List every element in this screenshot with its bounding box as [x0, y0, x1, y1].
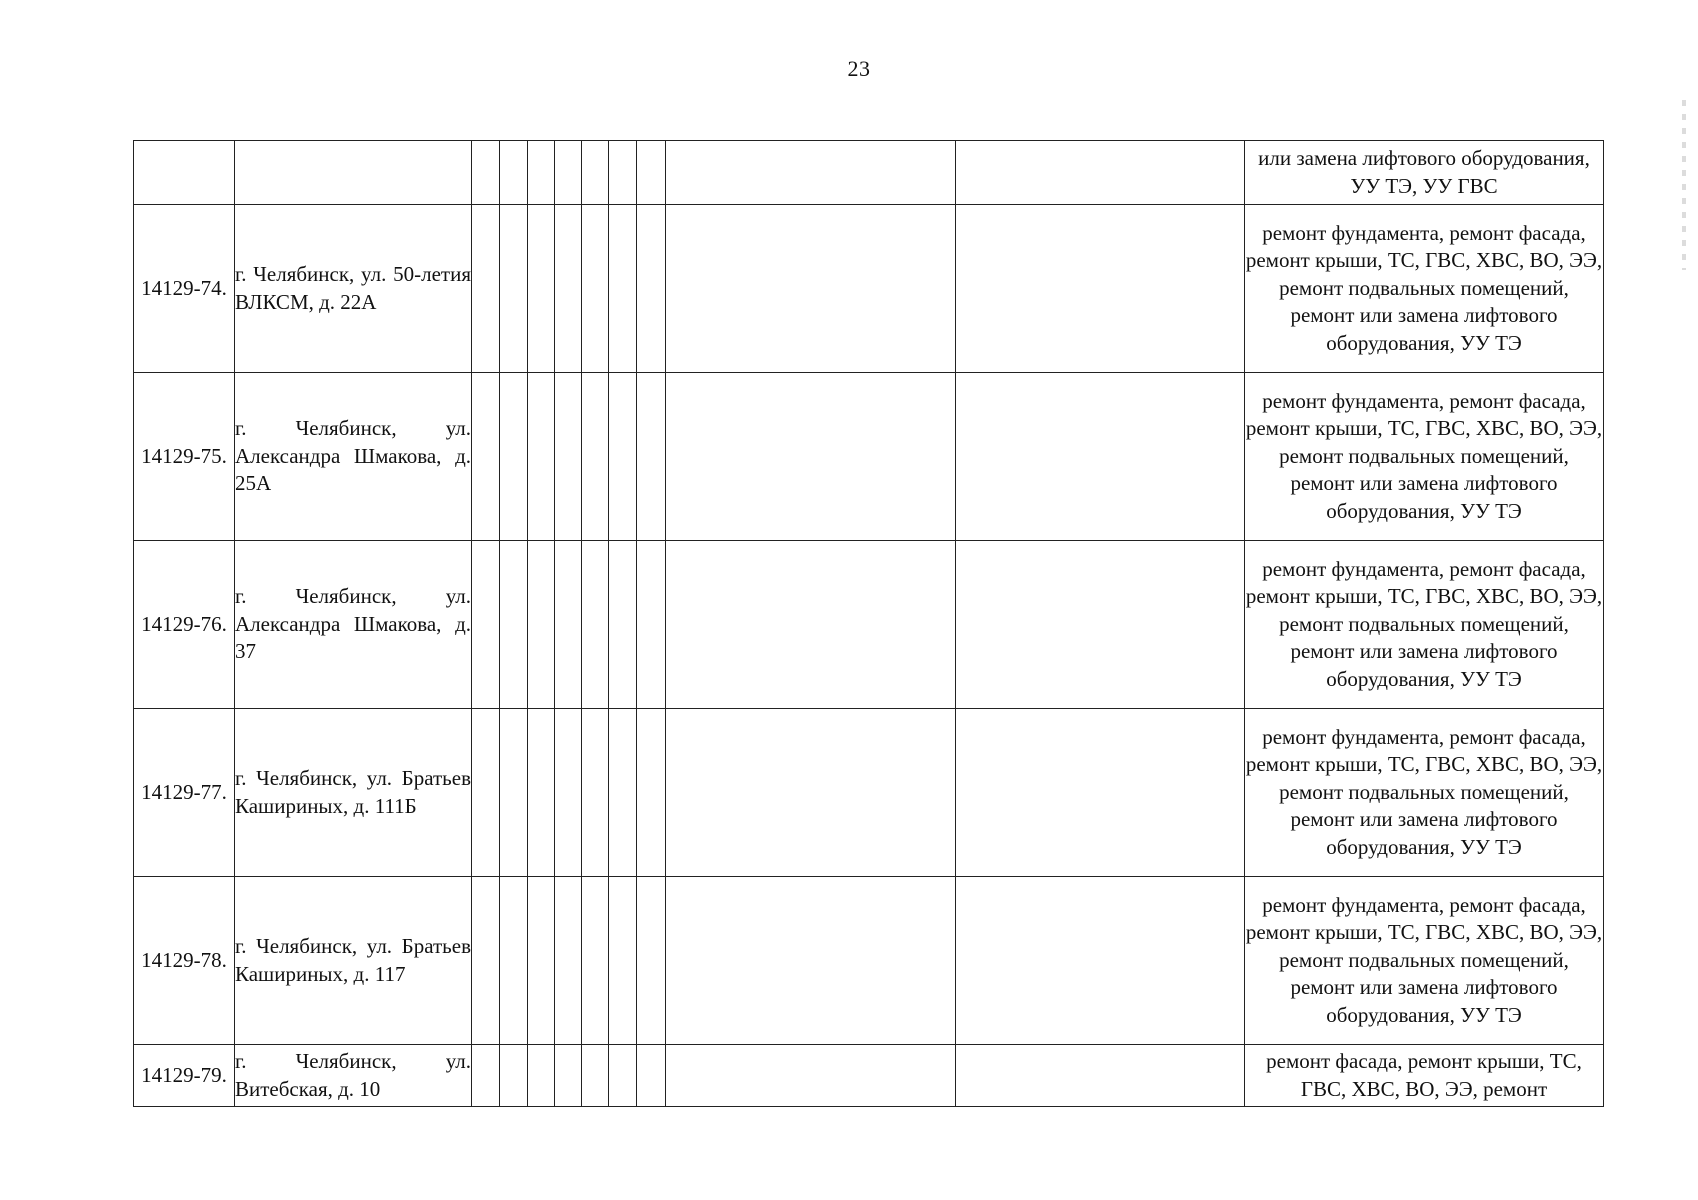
empty-cell: [609, 373, 637, 541]
row-address: г. Челябинск, ул. Александра Шмакова, д. 25А: [235, 373, 472, 541]
empty-cell: [555, 373, 582, 541]
housing-repair-table: [133, 140, 1604, 1107]
empty-cell: [500, 1045, 528, 1107]
empty-cell: [528, 1045, 555, 1107]
empty-cell: [609, 1045, 637, 1107]
empty-cell: [528, 541, 555, 709]
empty-cell: [637, 141, 666, 205]
empty-cell: [500, 205, 528, 373]
empty-cell: [555, 1045, 582, 1107]
empty-cell: [472, 373, 500, 541]
empty-cell: [555, 205, 582, 373]
empty-cell: [472, 205, 500, 373]
row-number: 14129-76.: [134, 541, 235, 709]
empty-cell: [637, 877, 666, 1045]
empty-cell: [582, 1045, 609, 1107]
row-works: ремонт фундамента, ремонт фасада, ремонт крыши, ТС, ГВС, ХВС, ВО, ЭЭ, ремонт подвальных помещений, ремонт или замена лифтового оборудования, УУ ТЭ: [1245, 709, 1604, 877]
empty-cell: [472, 141, 500, 205]
row-works: ремонт фундамента, ремонт фасада, ремонт крыши, ТС, ГВС, ХВС, ВО, ЭЭ, ремонт подвальных помещений, ремонт или замена лифтового оборудования, УУ ТЭ: [1245, 877, 1604, 1045]
empty-cell: [637, 709, 666, 877]
row-number: 14129-79.: [134, 1045, 235, 1107]
empty-cell: [666, 205, 956, 373]
empty-cell: [500, 709, 528, 877]
table-row: [134, 541, 1604, 709]
row-number: [134, 141, 235, 205]
empty-cell: [956, 205, 1245, 373]
empty-cell: [666, 141, 956, 205]
row-address: [235, 141, 472, 205]
empty-cell: [956, 373, 1245, 541]
empty-cell: [637, 541, 666, 709]
empty-cell: [500, 541, 528, 709]
empty-cell: [637, 373, 666, 541]
table-row: [134, 141, 1604, 205]
empty-cell: [500, 373, 528, 541]
empty-cell: [582, 205, 609, 373]
row-works: ремонт фундамента, ремонт фасада, ремонт крыши, ТС, ГВС, ХВС, ВО, ЭЭ, ремонт подвальных помещений, ремонт или замена лифтового оборудования, УУ ТЭ: [1245, 541, 1604, 709]
row-address: г. Челябинск, ул. Братьев Кашириных, д. 117: [235, 877, 472, 1045]
row-address: г. Челябинск, ул. Витебская, д. 10: [235, 1045, 472, 1107]
empty-cell: [528, 373, 555, 541]
empty-cell: [555, 541, 582, 709]
empty-cell: [609, 205, 637, 373]
empty-cell: [609, 541, 637, 709]
row-works: ремонт фундамента, ремонт фасада, ремонт крыши, ТС, ГВС, ХВС, ВО, ЭЭ, ремонт подвальных помещений, ремонт или замена лифтового оборудования, УУ ТЭ: [1245, 373, 1604, 541]
table-row: [134, 709, 1604, 877]
empty-cell: [956, 1045, 1245, 1107]
empty-cell: [528, 141, 555, 205]
table-row: [134, 877, 1604, 1045]
empty-cell: [956, 877, 1245, 1045]
empty-cell: [472, 541, 500, 709]
empty-cell: [582, 373, 609, 541]
row-works: ремонт фасада, ремонт крыши, ТС, ГВС, ХВС, ВО, ЭЭ, ремонт: [1245, 1045, 1604, 1107]
empty-cell: [637, 205, 666, 373]
empty-cell: [555, 709, 582, 877]
margin-scan-marks: [1682, 100, 1686, 270]
table-row: [134, 1045, 1604, 1107]
page-number: 23: [847, 56, 871, 81]
empty-cell: [555, 141, 582, 205]
table-row: [134, 205, 1604, 373]
row-number: 14129-78.: [134, 877, 235, 1045]
empty-cell: [666, 1045, 956, 1107]
empty-cell: [528, 877, 555, 1045]
empty-cell: [555, 877, 582, 1045]
empty-cell: [956, 709, 1245, 877]
empty-cell: [528, 205, 555, 373]
empty-cell: [666, 877, 956, 1045]
empty-cell: [582, 141, 609, 205]
empty-cell: [472, 709, 500, 877]
row-address: г. Челябинск, ул. Братьев Кашириных, д. 111Б: [235, 709, 472, 877]
empty-cell: [637, 1045, 666, 1107]
empty-cell: [582, 541, 609, 709]
empty-cell: [472, 1045, 500, 1107]
empty-cell: [666, 373, 956, 541]
empty-cell: [528, 709, 555, 877]
row-address: г. Челябинск, ул. 50-летия ВЛКСМ, д. 22А: [235, 205, 472, 373]
row-address: г. Челябинск, ул. Александра Шмакова, д. 37: [235, 541, 472, 709]
row-number: 14129-77.: [134, 709, 235, 877]
empty-cell: [666, 709, 956, 877]
empty-cell: [609, 709, 637, 877]
row-number: 14129-74.: [134, 205, 235, 373]
empty-cell: [582, 877, 609, 1045]
empty-cell: [609, 877, 637, 1045]
row-number: 14129-75.: [134, 373, 235, 541]
empty-cell: [609, 141, 637, 205]
empty-cell: [956, 141, 1245, 205]
empty-cell: [500, 141, 528, 205]
row-works: ремонт фундамента, ремонт фасада, ремонт крыши, ТС, ГВС, ХВС, ВО, ЭЭ, ремонт подвальных помещений, ремонт или замена лифтового оборудования, УУ ТЭ: [1245, 205, 1604, 373]
table-row: [134, 373, 1604, 541]
row-works: или замена лифтового оборудования, УУ ТЭ, УУ ГВС: [1245, 141, 1604, 205]
empty-cell: [666, 541, 956, 709]
empty-cell: [956, 541, 1245, 709]
empty-cell: [500, 877, 528, 1045]
empty-cell: [582, 709, 609, 877]
empty-cell: [472, 877, 500, 1045]
